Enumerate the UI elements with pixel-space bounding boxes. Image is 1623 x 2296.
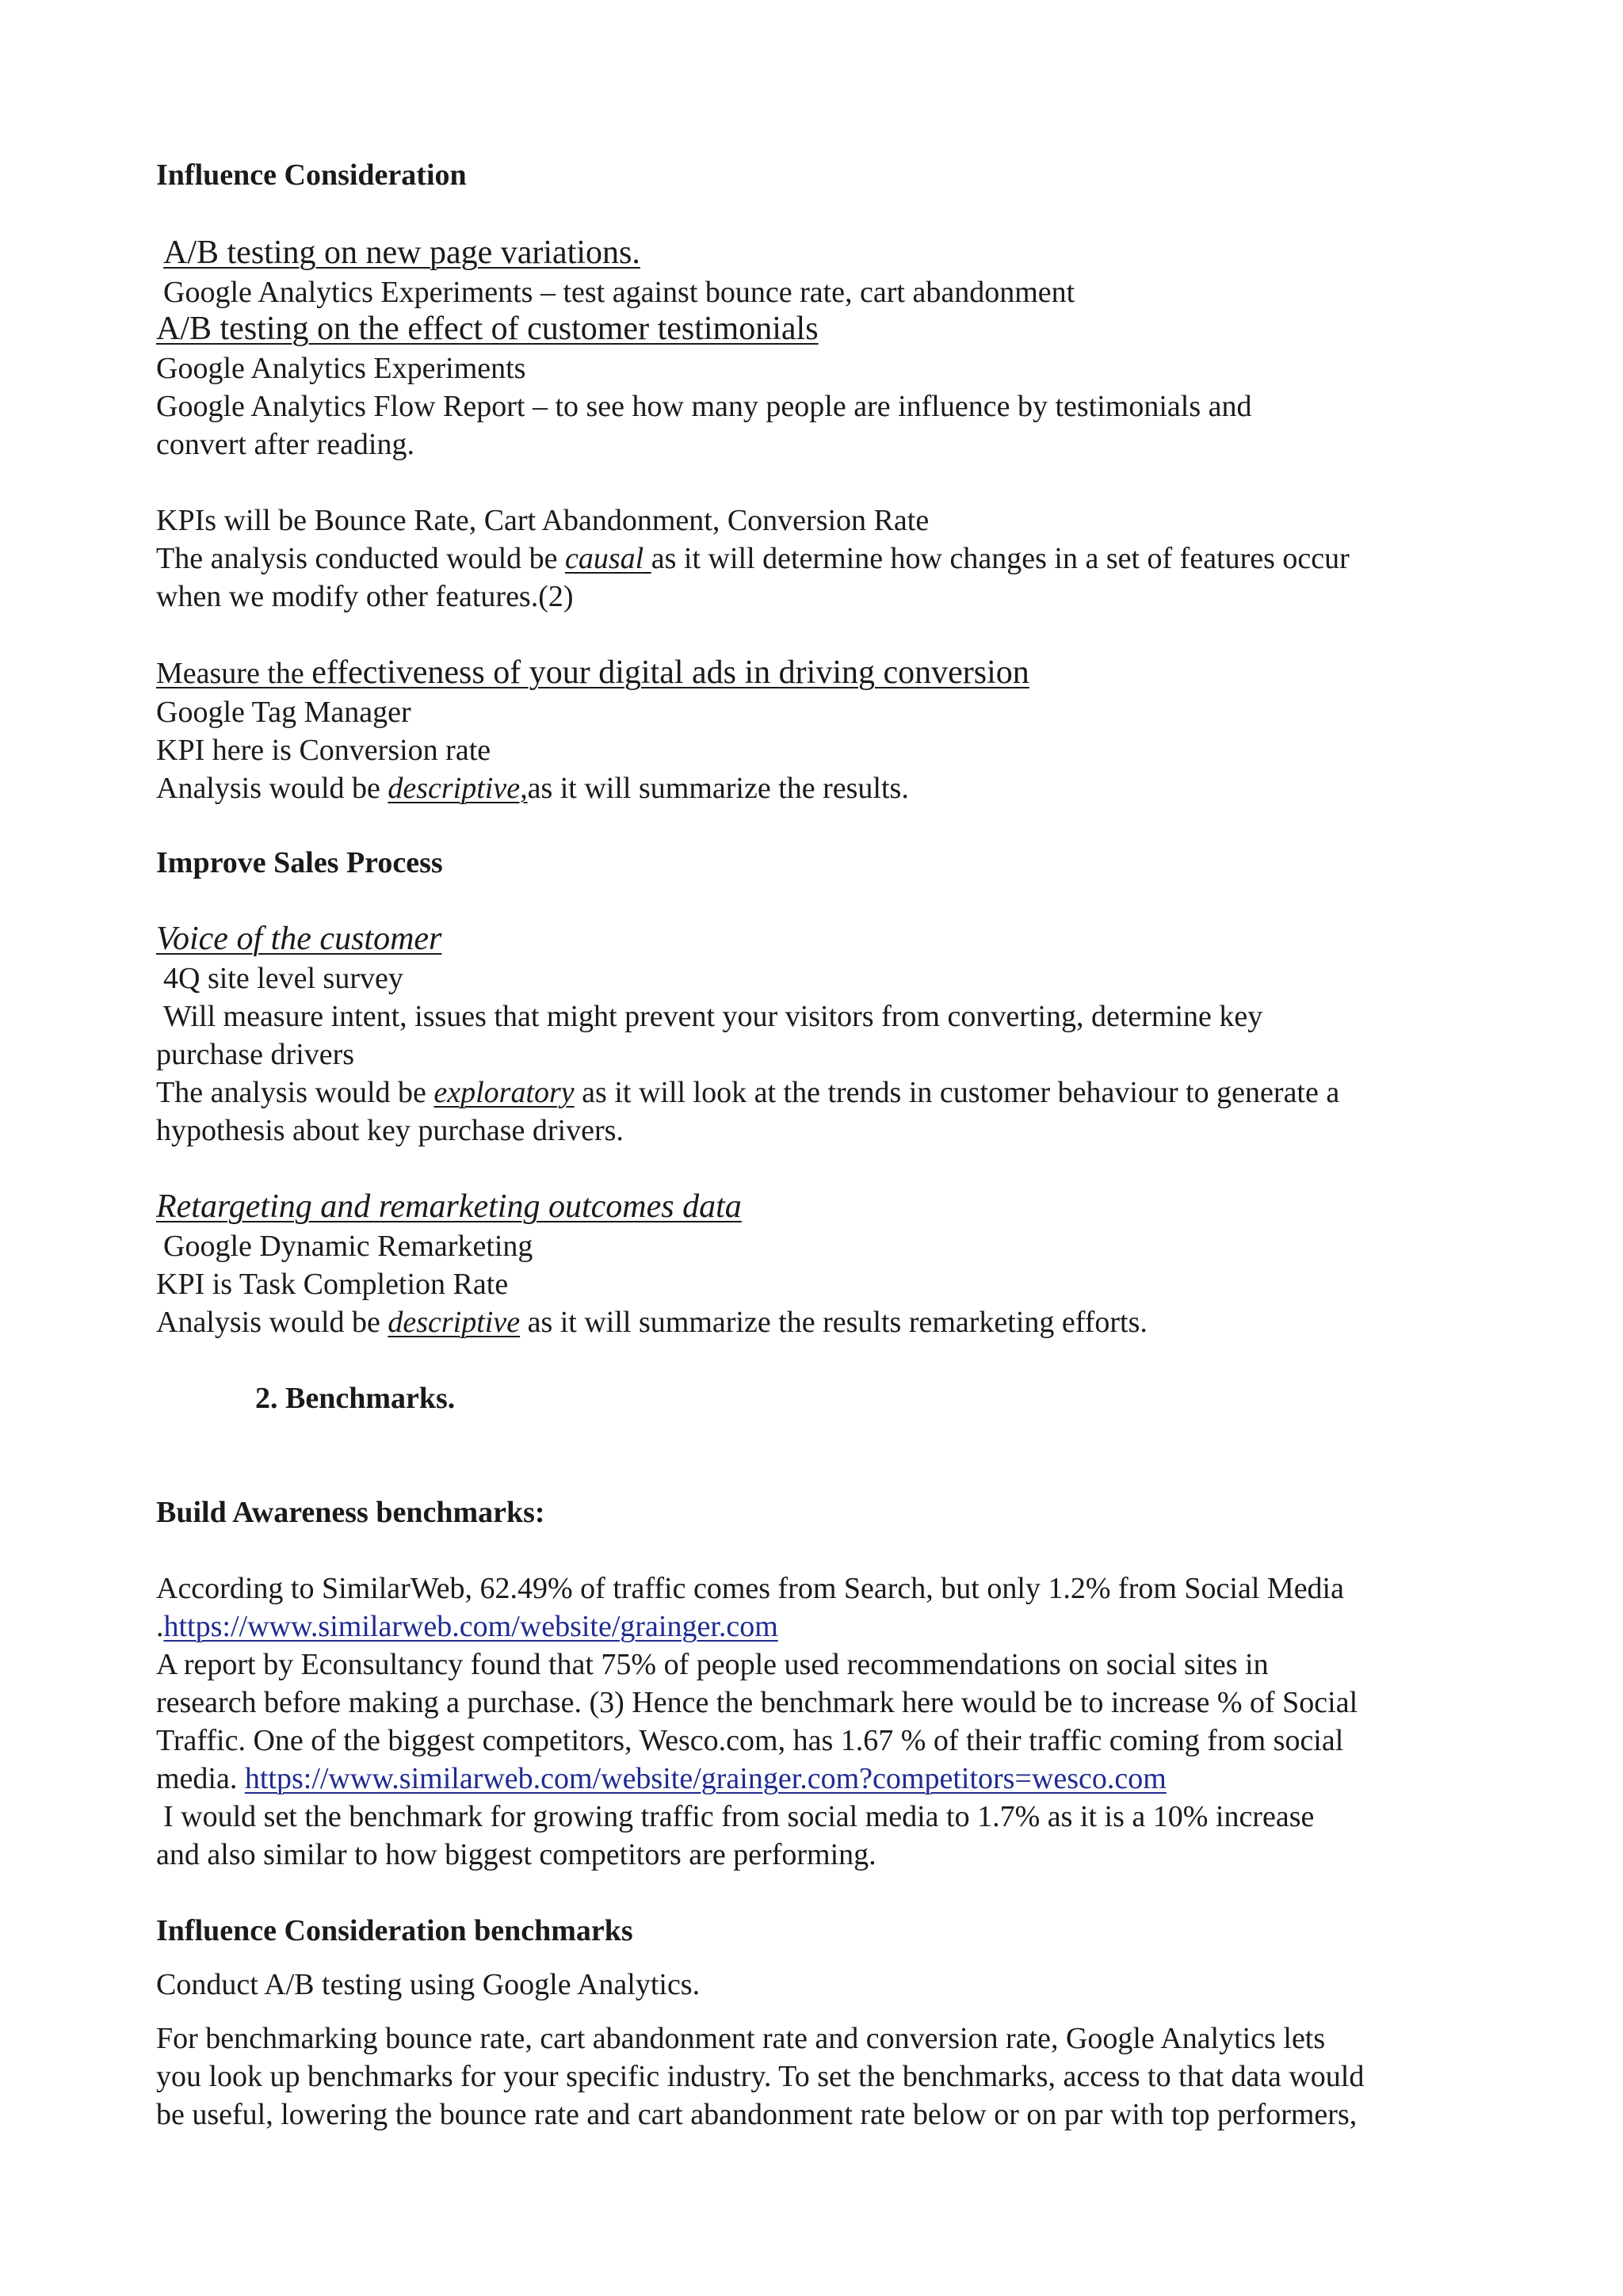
text-span: Measure the — [156, 657, 312, 690]
text-line: KPI is Task Completion Rate — [156, 1268, 509, 1301]
subheading-voice-of-customer: Voice of the customer — [156, 921, 442, 957]
text-line: Conduct A/B testing using Google Analytics. — [156, 1968, 701, 2001]
similarweb-competitors-link[interactable]: https://www.similarweb.com/website/grainger.com?competitors=wesco.com — [244, 1762, 1167, 1795]
text-line: purchase drivers — [156, 1038, 355, 1071]
text-line — [156, 1760, 1167, 1797]
text-line: convert after reading. — [156, 428, 414, 461]
text-span: The analysis would be — [156, 1076, 434, 1109]
text-span: as it will summarize the results. — [527, 772, 909, 805]
text-line: you look up benchmarks for your specific industry. To set the benchmarks, access to that data would — [156, 2060, 1365, 2093]
text-line — [156, 1608, 778, 1645]
text-line — [156, 1304, 1148, 1341]
text-line: Google Dynamic Remarketing — [163, 1230, 533, 1263]
text-span: Analysis would be — [156, 1306, 388, 1339]
text-line: Google Analytics Experiments – test against bounce rate, cart abandonment — [163, 276, 1075, 309]
text-line: Google Analytics Flow Report – to see how many people are influence by testimonials and — [156, 390, 1252, 423]
text-line: Google Tag Manager — [156, 696, 411, 729]
emphasis-causal: causal — [565, 542, 651, 575]
text-line: Traffic. One of the biggest competitors, Wesco.com, has 1.67 % of their traffic coming from social — [156, 1724, 1344, 1757]
text-line: KPI here is Conversion rate — [156, 734, 491, 767]
text-span: media. — [156, 1762, 245, 1795]
text-line: For benchmarking bounce rate, cart abandonment rate and conversion rate, Google Analytics lets — [156, 2022, 1326, 2055]
text-line: I would set the benchmark for growing traffic from social media to 1.7% as it is a 10% increase — [163, 1800, 1315, 1833]
emphasis-descriptive: descriptive, — [388, 772, 528, 805]
section-heading-influence: Influence Consideration — [156, 158, 467, 192]
similarweb-link[interactable]: https://www.similarweb.com/website/grainger.com — [163, 1610, 778, 1643]
subheading-retargeting: Retargeting and remarketing outcomes data — [156, 1188, 742, 1225]
text-line: According to SimilarWeb, 62.49% of traffic comes from Search, but only 1.2% from Social Media — [156, 1572, 1344, 1605]
text-span: effectiveness of your digital ads in driving conversion — [311, 654, 1029, 691]
text-line: A report by Econsultancy found that 75% of people used recommendations on social sites in — [156, 1648, 1269, 1681]
subheading-testimonials: A/B testing on the effect of customer testimonials — [156, 311, 819, 347]
text-line: KPIs will be Bounce Rate, Cart Abandonment, Conversion Rate — [156, 504, 930, 537]
text-line — [156, 770, 909, 807]
section-heading-sales: Improve Sales Process — [156, 846, 443, 879]
section-heading-influence-benchmarks: Influence Consideration benchmarks — [156, 1914, 633, 1947]
text-line: be useful, lowering the bounce rate and cart abandonment rate below or on par with top performers, — [156, 2098, 1358, 2131]
text-span: as it will look at the trends in customer behaviour to generate a — [574, 1076, 1340, 1109]
section-heading-awareness: Build Awareness benchmarks: — [156, 1496, 545, 1529]
text-span: . — [156, 1610, 164, 1643]
text-span: as it will summarize the results remarketing efforts. — [520, 1306, 1148, 1339]
text-line: research before making a purchase. (3) Hence the benchmark here would be to increase % of Social — [156, 1686, 1358, 1719]
text-line: 4Q site level survey — [163, 962, 403, 995]
section-heading-benchmarks: 2. Benchmarks. — [255, 1382, 456, 1415]
emphasis-exploratory: exploratory — [433, 1076, 575, 1109]
subheading-digital-ads — [156, 654, 1029, 692]
text-line: and also similar to how biggest competitors are performing. — [156, 1838, 876, 1871]
text-line — [156, 1074, 1339, 1111]
emphasis-descriptive: descriptive — [388, 1306, 521, 1339]
text-line: Google Analytics Experiments — [156, 352, 526, 385]
text-line: Will measure intent, issues that might prevent your visitors from converting, determine key — [163, 1000, 1263, 1033]
text-span: The analysis conducted would be — [156, 542, 566, 575]
text-line: when we modify other features.(2) — [156, 580, 574, 613]
text-span: as it will determine how changes in a set of features occur — [651, 542, 1350, 575]
text-line: hypothesis about key purchase drivers. — [156, 1114, 624, 1147]
text-line — [156, 540, 1350, 577]
text-span: Analysis would be — [156, 772, 388, 805]
subheading-ab-testing: A/B testing on new page variations. — [163, 235, 640, 271]
